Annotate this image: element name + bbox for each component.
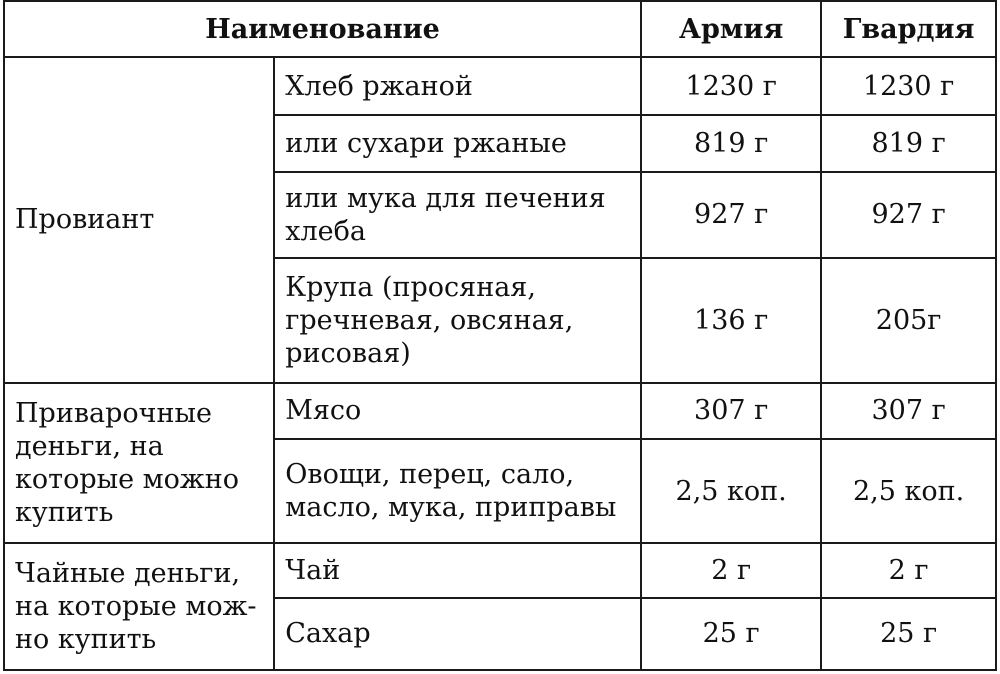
guard-value: 205г <box>821 258 996 383</box>
header-guard: Гвардия <box>821 1 996 57</box>
guard-value: 307 г <box>821 383 996 439</box>
army-value: 927 г <box>641 172 821 258</box>
ration-table <box>3 0 997 671</box>
item-cell: Крупа (просяная, гречневая, овсяная, рисовая) <box>274 258 641 383</box>
table-header <box>4 1 996 57</box>
army-value: 2 г <box>641 543 821 597</box>
item-cell: Овощи, перец, сало, масло, мука, приправы <box>274 439 641 544</box>
item-cell: Хлеб ржаной <box>274 57 641 115</box>
header-army: Армия <box>641 1 821 57</box>
table-body <box>4 57 996 670</box>
army-value: 819 г <box>641 115 821 171</box>
guard-value: 2 г <box>821 543 996 597</box>
army-value: 307 г <box>641 383 821 439</box>
guard-value: 819 г <box>821 115 996 171</box>
category-provisions: Провиант <box>4 57 274 383</box>
army-value: 136 г <box>641 258 821 383</box>
item-cell: Сахар <box>274 598 641 670</box>
guard-value: 2,5 коп. <box>821 439 996 544</box>
item-cell: Мясо <box>274 383 641 439</box>
header-row <box>4 1 996 57</box>
item-cell: или мука для печения хлеба <box>274 172 641 258</box>
guard-value: 927 г <box>821 172 996 258</box>
army-value: 25 г <box>641 598 821 670</box>
table-row <box>4 57 996 115</box>
header-name: Наименование <box>4 1 641 57</box>
item-cell: Чай <box>274 543 641 597</box>
army-value: 2,5 коп. <box>641 439 821 544</box>
table-row <box>4 383 996 439</box>
category-cooking-money: Приварочные деньги, на которые можно купить <box>4 383 274 544</box>
army-value: 1230 г <box>641 57 821 115</box>
item-cell: или сухари ржаные <box>274 115 641 171</box>
table-row <box>4 543 996 597</box>
guard-value: 1230 г <box>821 57 996 115</box>
guard-value: 25 г <box>821 598 996 670</box>
category-tea-money: Чайные деньги, на которые мож- но купить <box>4 543 274 670</box>
